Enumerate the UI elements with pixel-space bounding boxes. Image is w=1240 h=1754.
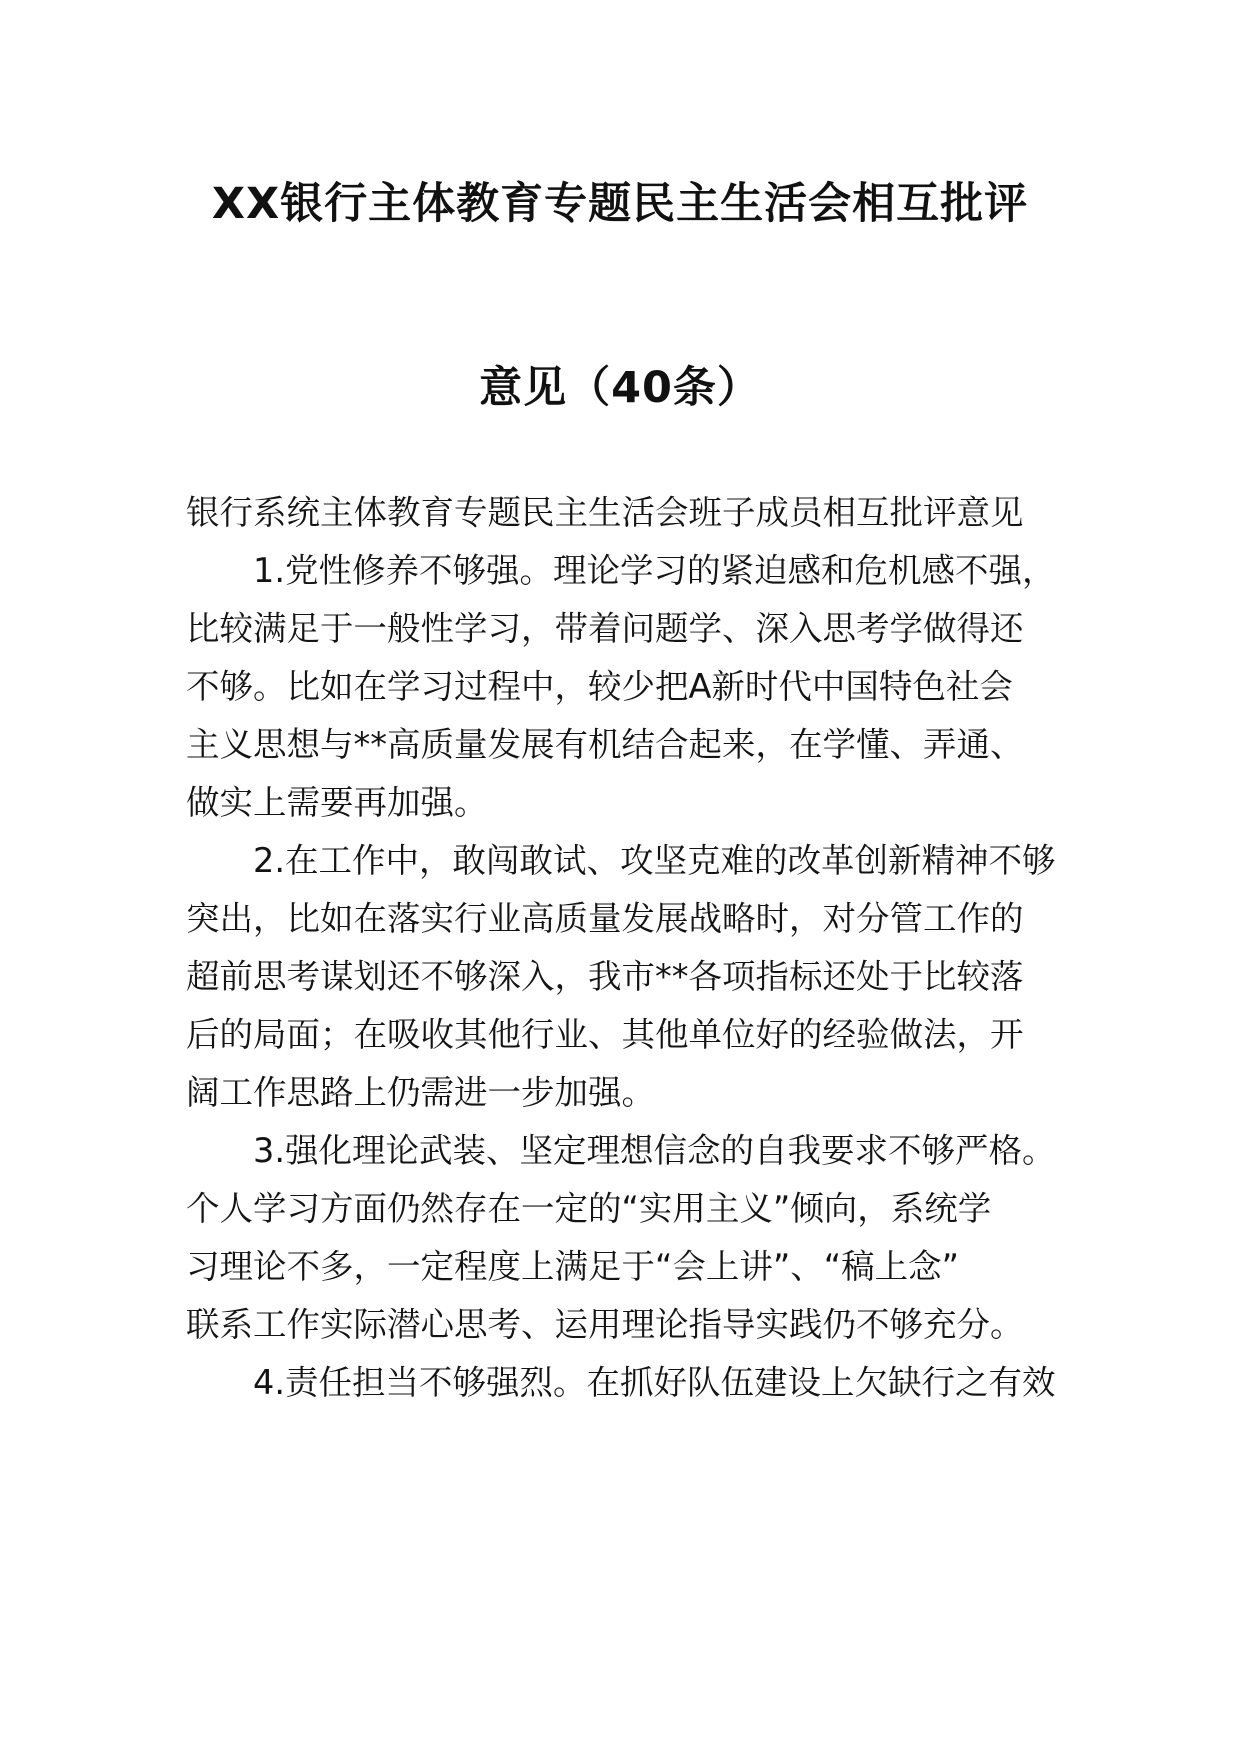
paragraph-4-line-1: 4.责任担当不够强烈。在抓好队伍建设上欠缺行之有效	[253, 1363, 1056, 1402]
document-title-line-2: 意见（40条）	[479, 363, 761, 413]
paragraph-3-line-3: 习理论不多，一定程度上满足于“会上讲”、“稿上念”	[186, 1247, 959, 1286]
paragraph-3-line-2: 个人学习方面仍然存在一定的“实用主义”倾向，系统学	[186, 1189, 992, 1228]
paragraph-2-line-5: 阔工作思路上仍需进一步加强。	[186, 1073, 655, 1112]
paragraph-1-line-2: 比较满足于一般性学习，带着问题学、深入思考学做得还	[186, 609, 1024, 648]
paragraph-2-line-3: 超前思考谋划还不够深入，我市**各项指标还处于比较落	[186, 957, 1024, 996]
paragraph-1-line-5: 做实上需要再加强。	[186, 783, 488, 822]
paragraph-1-line-4: 主义思想与**高质量发展有机结合起来，在学懂、弄通、	[186, 725, 1024, 764]
subtitle-line: 银行系统主体教育专题民主生活会班子成员相互批评意见	[186, 493, 1024, 532]
paragraph-3-line-4: 联系工作实际潜心思考、运用理论指导实践仍不够充分。	[186, 1305, 1024, 1344]
paragraph-2-line-1: 2.在工作中，敢闯敢试、攻坚克难的改革创新精神不够	[253, 841, 1056, 880]
paragraph-1-line-1: 1.党性修养不够强。理论学习的紧迫感和危机感不强，	[253, 551, 1056, 590]
paragraph-3-line-1: 3.强化理论武装、坚定理想信念的自我要求不够严格。	[253, 1131, 1056, 1170]
paragraph-1-line-3: 不够。比如在学习过程中，较少把A新时代中国特色社会	[186, 667, 1013, 706]
paragraph-2-line-4: 后的局面；在吸收其他行业、其他单位好的经验做法，开	[186, 1015, 1024, 1054]
paragraph-2-line-2: 突出，比如在落实行业高质量发展战略时，对分管工作的	[186, 899, 1024, 938]
document-title-line-1: XX银行主体教育专题民主生活会相互批评	[211, 179, 1029, 229]
